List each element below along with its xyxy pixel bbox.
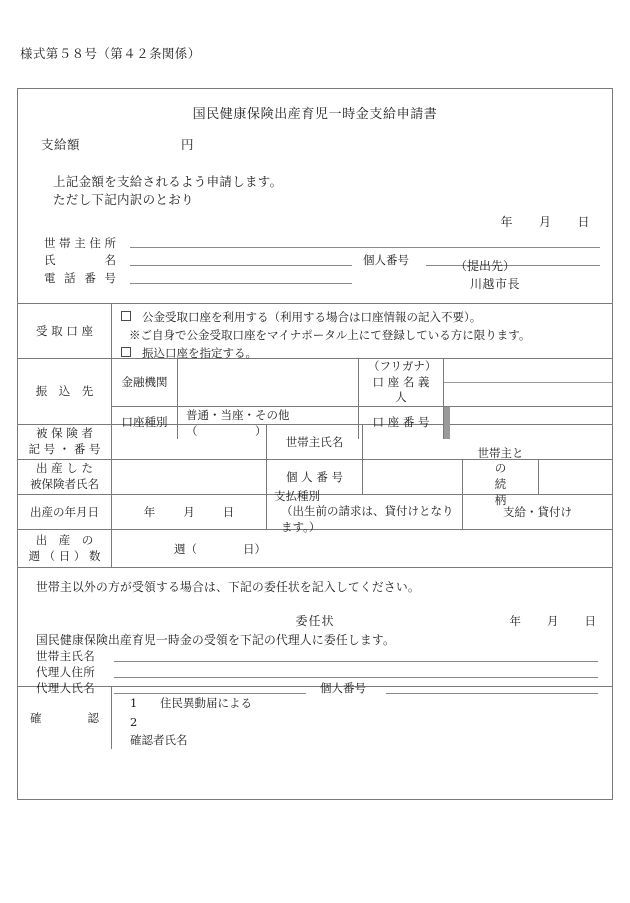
delegation-title: 委任状 xyxy=(295,614,335,628)
phone-input[interactable] xyxy=(130,283,352,284)
birth-date-input[interactable] xyxy=(111,495,266,529)
birth-year-label: 年 xyxy=(143,505,156,519)
application-date xyxy=(500,213,590,230)
account-type-options[interactable]: 普通・当座・その他（ ） xyxy=(177,407,358,439)
specify-account-option-label: 振込口座を指定する。 xyxy=(142,345,257,360)
application-form-frame xyxy=(17,88,613,800)
bank-label-cell xyxy=(111,359,177,406)
delegation-day-label: 日 xyxy=(584,614,596,628)
delegation-statement: 国民健康保険出産育児一時金の受領を下記の代理人に委任します。 xyxy=(36,633,395,647)
delegation-block xyxy=(18,568,612,695)
birth-day-label: 日 xyxy=(222,505,235,519)
relation-input[interactable] xyxy=(538,460,612,494)
payment-amount-unit: 円 xyxy=(181,137,194,152)
insured-symbol-input[interactable] xyxy=(111,425,266,459)
gestation-weeks-label-cell xyxy=(18,530,111,567)
confirmation-item-1[interactable] xyxy=(112,694,612,713)
relation-label-line1: 世帯主との xyxy=(477,445,524,476)
receiving-account-label-cell xyxy=(18,304,111,358)
receiving-account-options xyxy=(111,304,612,358)
transfer-upper-row xyxy=(111,359,612,407)
page-title: 国民健康保険出産育児一時金支給申請書 xyxy=(192,107,438,122)
delegation-agent-address-label: 代理人住所 xyxy=(36,665,95,679)
birth-insured-label-line2: 被保険者氏名 xyxy=(30,477,99,491)
account-type-label: 口座種別 xyxy=(121,415,168,430)
confirmation-label: 確 認 xyxy=(30,710,99,725)
my-number-label: 個人番号 xyxy=(363,253,409,267)
householder-name-label: 世帯主氏名 xyxy=(285,434,344,449)
insured-my-number-label: 個 人 番 号 xyxy=(286,469,343,484)
gestation-weeks-label-line1: 出 産 の xyxy=(35,532,94,547)
date-month-label: 月 xyxy=(538,215,552,229)
birth-date-label-cell xyxy=(18,495,111,529)
application-statement-2: ただし下記内訳のとおり xyxy=(53,192,194,207)
date-year-label: 年 xyxy=(500,215,513,229)
payment-type-label-cell xyxy=(266,488,462,534)
gestation-weeks-row xyxy=(18,529,612,567)
transfer-fields xyxy=(111,359,612,438)
bank-name-input[interactable] xyxy=(177,359,358,406)
delegation-month-label: 月 xyxy=(547,614,559,628)
confirmer-name-label: 確認者氏名 xyxy=(130,733,188,748)
transfer-label-cell xyxy=(18,359,111,424)
delegation-agent-address-input[interactable] xyxy=(114,677,598,678)
confirmation-item-1-text: 住民異動届による xyxy=(160,696,252,710)
insured-my-number-input[interactable] xyxy=(362,460,462,494)
account-number-label: 口 座 番 号 xyxy=(372,415,430,430)
householder-address-label: 世帯主住所 xyxy=(44,236,116,250)
payment-type-note: （出生前の請求は、貸付けとなります。） xyxy=(281,504,454,534)
delegation-date xyxy=(510,613,597,629)
confirmation-item-2[interactable] xyxy=(112,713,612,732)
delegation-householder-name-label: 世帯主氏名 xyxy=(36,649,95,663)
birth-date-label: 出産の年月日 xyxy=(30,504,99,519)
application-statement-1: 上記金額を支給されるよう申請します。 xyxy=(53,174,283,189)
furigana-label: （フリガナ） xyxy=(368,359,437,373)
public-account-option[interactable] xyxy=(112,309,612,327)
payment-type-choice[interactable]: 支給・貸付け xyxy=(462,495,612,529)
name-label: 氏 名 xyxy=(44,253,116,267)
birth-month-label: 月 xyxy=(183,505,195,519)
bank-label: 金融機関 xyxy=(121,374,168,389)
delegation-agent-name-label: 代理人氏名 xyxy=(36,681,95,695)
account-holder-fields xyxy=(443,359,612,406)
insured-symbol-label-line2: 記 号 ・ 番 号 xyxy=(28,442,101,456)
submit-to-label: （提出先） xyxy=(455,259,516,273)
confirmation-item-1-number: 1 xyxy=(130,696,138,710)
relation-label-line2: 続 柄 xyxy=(494,477,541,507)
furigana-input[interactable] xyxy=(444,359,612,383)
account-holder-label-cell xyxy=(358,359,443,406)
name-input[interactable] xyxy=(130,265,352,266)
insured-symbol-label-cell xyxy=(18,425,111,459)
confirmation-row xyxy=(18,686,612,749)
delegation-year-label: 年 xyxy=(509,614,521,628)
relation-label-cell xyxy=(462,445,541,507)
checkbox-icon[interactable] xyxy=(121,311,131,321)
householder-name-label-cell xyxy=(266,425,362,459)
submit-to-name: 川越市長 xyxy=(470,277,521,291)
birth-insured-label-line1: 出 産 し た xyxy=(36,461,93,476)
transfer-label: 振 込 先 xyxy=(35,384,94,399)
birth-insured-name-input[interactable] xyxy=(111,460,266,494)
public-account-option-label: 公金受取口座を利用する（利用する場合は口座情報の記入不要）。 xyxy=(142,310,482,324)
birth-insured-label-cell xyxy=(18,460,111,494)
delegation-householder-name-input[interactable] xyxy=(114,661,598,662)
confirmation-item-2-number: 2 xyxy=(130,714,138,729)
receiving-account-row xyxy=(18,303,612,358)
phone-label: 電 話 番 号 xyxy=(44,271,116,285)
public-account-note: ※ご自身で公金受取口座をマイナポータル上にて登録している方に限ります。 xyxy=(129,327,531,342)
checkbox-icon[interactable] xyxy=(121,347,131,357)
gestation-weeks-label-line2: 週 （ 日 ） 数 xyxy=(28,548,101,563)
header-block xyxy=(18,89,612,303)
receiving-account-label: 受 取 口 座 xyxy=(36,323,93,338)
payment-type-label: 支払種別 xyxy=(274,488,320,503)
householder-address-input[interactable] xyxy=(130,247,600,248)
delegation-note: 世帯主以外の方が受領する場合は、下記の委任状を記入してください。 xyxy=(36,580,420,594)
confirmation-label-cell xyxy=(18,687,111,749)
confirmation-fields xyxy=(111,687,612,749)
gestation-weeks-input[interactable]: 週（ 日） xyxy=(111,530,612,567)
form-number: 様式第５８号（第４２条関係） xyxy=(20,46,201,61)
account-holder-input[interactable] xyxy=(444,383,612,406)
account-holder-label: 口 座 名 義 人 xyxy=(372,374,430,405)
insured-symbol-label-line1: 被 保 険 者 xyxy=(36,426,93,441)
payment-amount-label: 支給額 xyxy=(41,137,81,152)
delegation-my-number-label: 個人番号 xyxy=(320,681,366,695)
date-day-label: 日 xyxy=(577,215,590,229)
